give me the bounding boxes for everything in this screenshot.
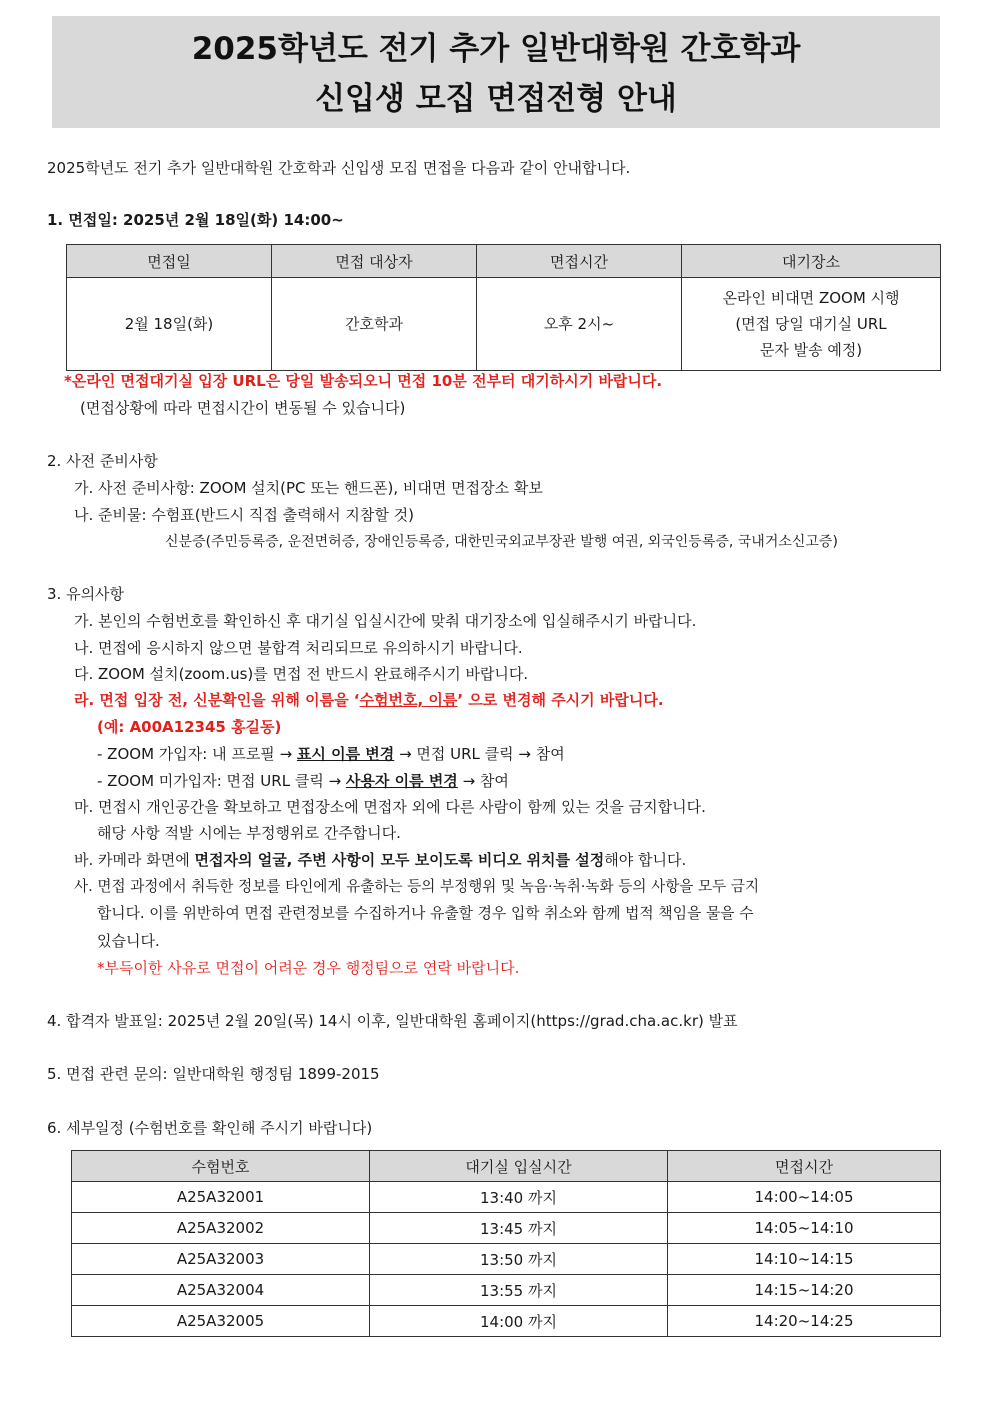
- zoom-guest-steps: [97, 771, 509, 791]
- place-line-1: 온라인 비대면 ZOOM 시행: [722, 289, 900, 307]
- entry-time: 13:45 까지: [370, 1213, 668, 1244]
- caution-item-ma-1: 마. 면접시 개인공간을 확보하고 면접장소에 면접자 외에 다른 사람이 함께 있는 것을 금지합니다.: [74, 798, 706, 816]
- entry-time: 13:55 까지: [370, 1275, 668, 1306]
- time-change-notice: (면접상황에 따라 면접시간이 변동될 수 있습니다): [80, 399, 406, 417]
- interview-target-cell: 간호학과: [272, 278, 477, 371]
- waiting-place-cell: [682, 278, 941, 371]
- section2-heading: 2. 사전 준비사항: [47, 452, 158, 470]
- table-header: 면접시간: [477, 245, 682, 278]
- contact-notice: *부득이한 사유로 면접이 어려운 경우 행정팀으로 연락 바랍니다.: [97, 959, 520, 977]
- caution-item-ga: 가. 본인의 수험번호를 확인하신 후 대기실 입실시간에 맞춰 대기장소에 입실해주시기 바랍니다.: [74, 612, 697, 630]
- id-documents: 신분증(주민등록증, 운전면허증, 장애인등록증, 대한민국외교부장관 발행 여권, 외국인등록증, 국내거소신고증): [165, 534, 838, 550]
- zoom-guest-u: 사용자 이름 변경: [345, 772, 458, 790]
- title-line-1: 2025학년도 전기 추가 일반대학원 간호학과: [191, 31, 801, 67]
- schedule-table: [71, 1150, 941, 1337]
- zoom-member-a: - ZOOM 가입자: 내 프로필 →: [97, 745, 297, 763]
- interview-date-table: [66, 244, 941, 371]
- section3-heading: 3. 유의사항: [47, 585, 125, 603]
- exam-number: A25A32005: [72, 1306, 370, 1337]
- exam-number: A25A32001: [72, 1182, 370, 1213]
- name-example: (예: A00A12345 홍길동): [97, 718, 282, 736]
- interview-time: 14:05~14:10: [668, 1213, 941, 1244]
- place-line-3: 문자 발송 예정): [759, 341, 863, 359]
- url-notice: *온라인 면접대기실 입장 URL은 당일 발송되오니 면접 10분 전부터 대기하시기 바랍니다.: [64, 372, 663, 390]
- table-header: 대기실 입실시간: [370, 1151, 668, 1182]
- table-header: 면접일: [67, 245, 272, 278]
- table-row: [72, 1306, 941, 1337]
- caution-item-sa-1: 사. 면접 과정에서 취득한 정보를 타인에게 유출하는 등의 부정행위 및 녹음·녹취·녹화 등의 사항을 모두 금지: [74, 878, 760, 895]
- intro-text: 2025학년도 전기 추가 일반대학원 간호학과 신입생 모집 면접을 다음과 같이 안내합니다.: [47, 159, 631, 177]
- ba-text-c: 해야 합니다.: [604, 851, 687, 869]
- section5-inquiry: 5. 면접 관련 문의: 일반대학원 행정팀 1899-2015: [47, 1065, 380, 1083]
- interview-time: 14:10~14:15: [668, 1244, 941, 1275]
- caution-item-sa-3: 있습니다.: [97, 932, 160, 950]
- table-header: 면접 대상자: [272, 245, 477, 278]
- ba-text-bold: 면접자의 얼굴, 주변 사항이 모두 보이도록 비디오 위치를 설정: [194, 851, 605, 869]
- section6-heading: 6. 세부일정 (수험번호를 확인해 주시기 바랍니다): [47, 1119, 373, 1137]
- table-row: [72, 1244, 941, 1275]
- table-header: 대기장소: [682, 245, 941, 278]
- section1-heading: 1. 면접일: 2025년 2월 18일(화) 14:00~: [47, 211, 344, 229]
- ra-text-b: ’ 으로 변경해 주시기 바랍니다.: [457, 691, 664, 709]
- table-row: [72, 1182, 941, 1213]
- zoom-member-steps: [97, 744, 565, 764]
- table-row: [72, 1213, 941, 1244]
- ra-text-a: 라. 면접 입장 전, 신분확인을 위해 이름을 ‘: [74, 691, 360, 709]
- exam-number: A25A32003: [72, 1244, 370, 1275]
- entry-time: 13:50 까지: [370, 1244, 668, 1275]
- ra-text-underline: 수험번호, 이름: [359, 691, 458, 709]
- interview-date-cell: 2월 18일(화): [67, 278, 272, 371]
- zoom-guest-b: → 참여: [457, 772, 509, 790]
- interview-time: 14:00~14:05: [668, 1182, 941, 1213]
- caution-item-na: 나. 면접에 응시하지 않으면 불합격 처리되므로 유의하시기 바랍니다.: [74, 639, 523, 657]
- caution-item-ma-2: 해당 사항 적발 시에는 부정행위로 간주합니다.: [97, 824, 401, 842]
- exam-number: A25A32002: [72, 1213, 370, 1244]
- table-header: 면접시간: [668, 1151, 941, 1182]
- caution-item-ra: [74, 690, 664, 710]
- interview-time-cell: 오후 2시~: [477, 278, 682, 371]
- table-row: [72, 1275, 941, 1306]
- table-header: 수험번호: [72, 1151, 370, 1182]
- ba-text-a: 바. 카메라 화면에: [74, 851, 195, 869]
- prep-item-na: 나. 준비물: 수험표(반드시 직접 출력해서 지참할 것): [74, 506, 414, 524]
- title-banner: [52, 16, 940, 128]
- caution-item-ba: [74, 850, 686, 870]
- zoom-guest-a: - ZOOM 미가입자: 면접 URL 클릭 →: [97, 772, 346, 790]
- interview-time: 14:15~14:20: [668, 1275, 941, 1306]
- caution-item-da: 다. ZOOM 설치(zoom.us)를 면접 전 반드시 완료해주시기 바랍니다.: [74, 665, 529, 683]
- entry-time: 14:00 까지: [370, 1306, 668, 1337]
- zoom-member-u: 표시 이름 변경: [296, 745, 395, 763]
- entry-time: 13:40 까지: [370, 1182, 668, 1213]
- title-line-2: 신입생 모집 면접전형 안내: [315, 81, 677, 117]
- caution-item-sa-2: 합니다. 이를 위반하여 면접 관련정보를 수집하거나 유출할 경우 입학 취소와 함께 법적 책임을 물을 수: [97, 905, 754, 922]
- prep-item-ga: 가. 사전 준비사항: ZOOM 설치(PC 또는 핸드폰), 비대면 면접장소 확보: [74, 479, 543, 497]
- exam-number: A25A32004: [72, 1275, 370, 1306]
- zoom-member-b: → 면접 URL 클릭 → 참여: [394, 745, 565, 763]
- interview-time: 14:20~14:25: [668, 1306, 941, 1337]
- place-line-2: (면접 당일 대기실 URL: [735, 315, 887, 333]
- section4-announcement: 4. 합격자 발표일: 2025년 2월 20일(목) 14시 이후, 일반대학원 홈페이지(https://grad.cha.ac.kr) 발표: [47, 1012, 738, 1030]
